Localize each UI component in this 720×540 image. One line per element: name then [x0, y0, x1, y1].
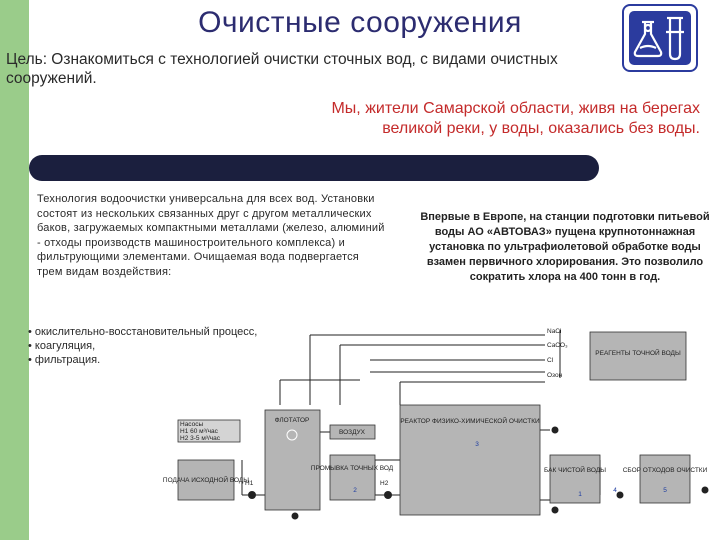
quote-line-2: великой реки, у воды, оказались без воды. — [382, 120, 700, 137]
quote-line-1: Мы, жители Самарской области, живя на берегах — [331, 100, 700, 117]
valve-icon — [702, 487, 709, 494]
treatment-item: • фильтрация. — [28, 354, 101, 366]
treatment-item: • коагуляция, — [28, 340, 96, 352]
reagent-row-label: CaCO₃ — [547, 342, 568, 349]
reagent-row-label: NaCl — [547, 328, 562, 335]
reactor-label: РЕАКТОР ФИЗИКО-ХИМИЧЕСКОЙ ОЧИСТКИ — [400, 418, 540, 425]
reagent-row-label: Озон — [547, 372, 563, 379]
source-water-label: ПОДАЧА ИСХОДНОЙ ВОДЫ — [162, 477, 250, 484]
pump-label: Н1 — [245, 480, 254, 487]
pumps-legend-line: Н2 3-5 м³/час — [180, 435, 221, 442]
valve-icon — [292, 513, 299, 520]
flask-icon — [622, 4, 698, 72]
clean-water-box — [550, 455, 600, 503]
technology-paragraph: Технология водоочистки универсальна для всех вод. Установки состоят из нескольких связанных друг с другом металлических баков, загружаемых компактными металлами (железо, алюминий - отходы производств машиностроительного комплекса) и фильтрующими элементами. Очищаемая вода подвергается трем видам воздействия: — [37, 193, 385, 278]
valve-icon — [552, 427, 559, 434]
slide-title: Очистные сооружения — [198, 6, 522, 39]
pumps-legend-line: Н1 60 м³/час — [180, 428, 218, 435]
divider-bar — [29, 155, 599, 181]
europe-paragraph: Впервые в Европе, на станции подготовки питьевой воды АО «АВТОВАЗ» пущена крупнотоннажная установка по ультрафиолетовой обработке воды взамен первичного хлорирования. Это позволило сократить хлора на 400 тонн в год. — [420, 211, 710, 283]
pump-icon — [384, 491, 392, 499]
waste-label: СБОР ОТХОДОВ ОЧИСТКИ — [622, 467, 708, 474]
reagents-box-label: РЕАГЕНТЫ ТОЧНОЙ ВОДЫ — [595, 350, 681, 357]
filter-wash-label: ПРОМЫВКА ТОЧНЫХ ВОД — [310, 465, 394, 472]
treatment-item: • окислительно-восстановительный процесс, — [28, 326, 258, 338]
air-label: ВОЗДУХ — [338, 429, 366, 436]
step-number: 3 — [475, 441, 479, 448]
valve-icon — [552, 507, 559, 514]
pump-icon — [248, 491, 256, 499]
goal-text: Цель: Ознакомиться с технологией очистки сточных вод, с видами очистных сооружений. — [6, 51, 558, 87]
step-number: 1 — [578, 491, 582, 498]
pumps-legend-line: Насосы — [180, 421, 204, 428]
step-number: 2 — [353, 487, 357, 494]
step-number: 5 — [663, 487, 667, 494]
pump-label: Н2 — [380, 480, 389, 487]
quote-text — [170, 99, 700, 139]
waste-box — [640, 455, 690, 503]
valve-icon — [617, 492, 624, 499]
reagent-row-label: Cl — [547, 357, 554, 364]
process-diagram — [160, 320, 720, 540]
step-number: 4 — [613, 487, 617, 494]
flotator-box — [265, 410, 320, 510]
flotator-label: ФЛОТАТОР — [274, 417, 310, 424]
chemistry-logo — [622, 4, 698, 72]
clean-water-label: БАК ЧИСТОЙ ВОДЫ — [544, 467, 606, 474]
